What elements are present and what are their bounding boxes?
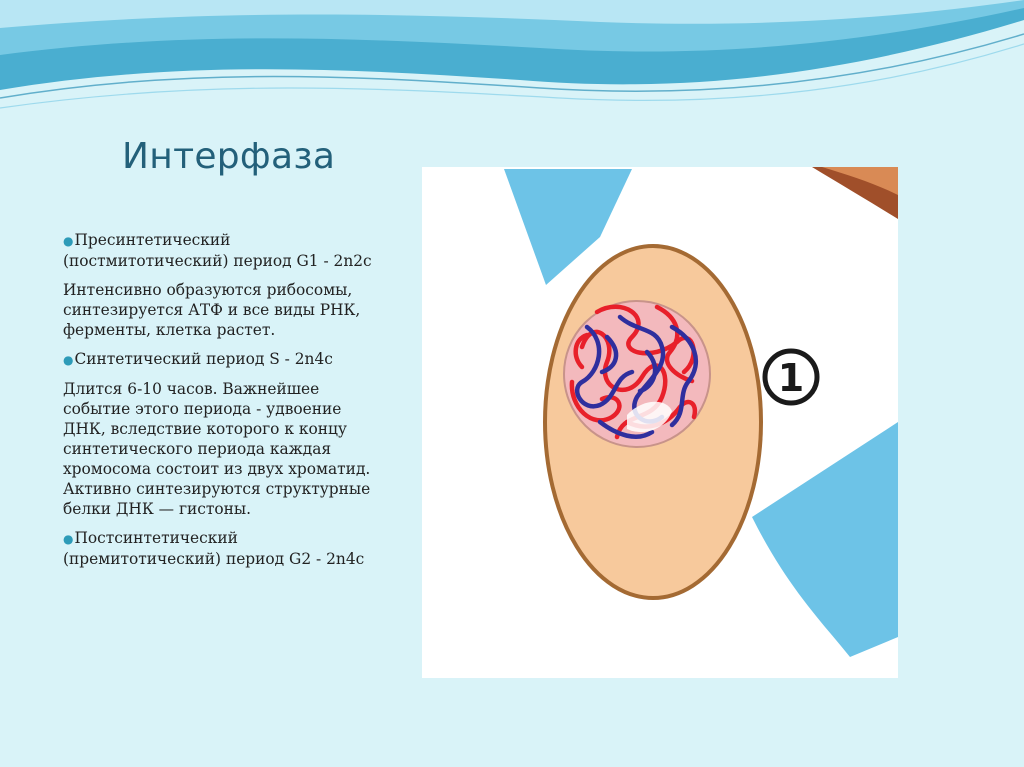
bullet-s-description: Длится 6-10 часов. Важнейшее событие этого периода - удвоение ДНК, вследствие которого к концу синтетического периода каждая хромосома состоит из двух хроматид. Активно синтезируются структурные белки ДНК — гистоны. xyxy=(63,380,371,518)
slide-title: Интерфаза xyxy=(122,136,336,177)
bullet-icon: ● xyxy=(63,234,74,248)
bullet-icon: ● xyxy=(63,532,74,546)
bullet-icon: ● xyxy=(63,353,74,367)
bullet-g1-heading: ●Пресинтетический (постмитотический) период G1 - 2n2c xyxy=(63,231,372,270)
bullet-s-heading: ●Синтетический период S - 2n4c xyxy=(63,350,333,368)
decorative-top-wave xyxy=(0,0,1024,130)
interphase-cell-figure xyxy=(422,167,898,678)
bullet-g2-heading: ●Постсинтетический (премитотический) период G2 - 2n4c xyxy=(63,529,365,568)
stage-number: 1 xyxy=(777,356,805,400)
text-column xyxy=(63,230,383,578)
bullet-g1-description: Интенсивно образуются рибосомы, синтезируется АТФ и все виды РНК, ферменты, клетка растет. xyxy=(63,281,361,339)
